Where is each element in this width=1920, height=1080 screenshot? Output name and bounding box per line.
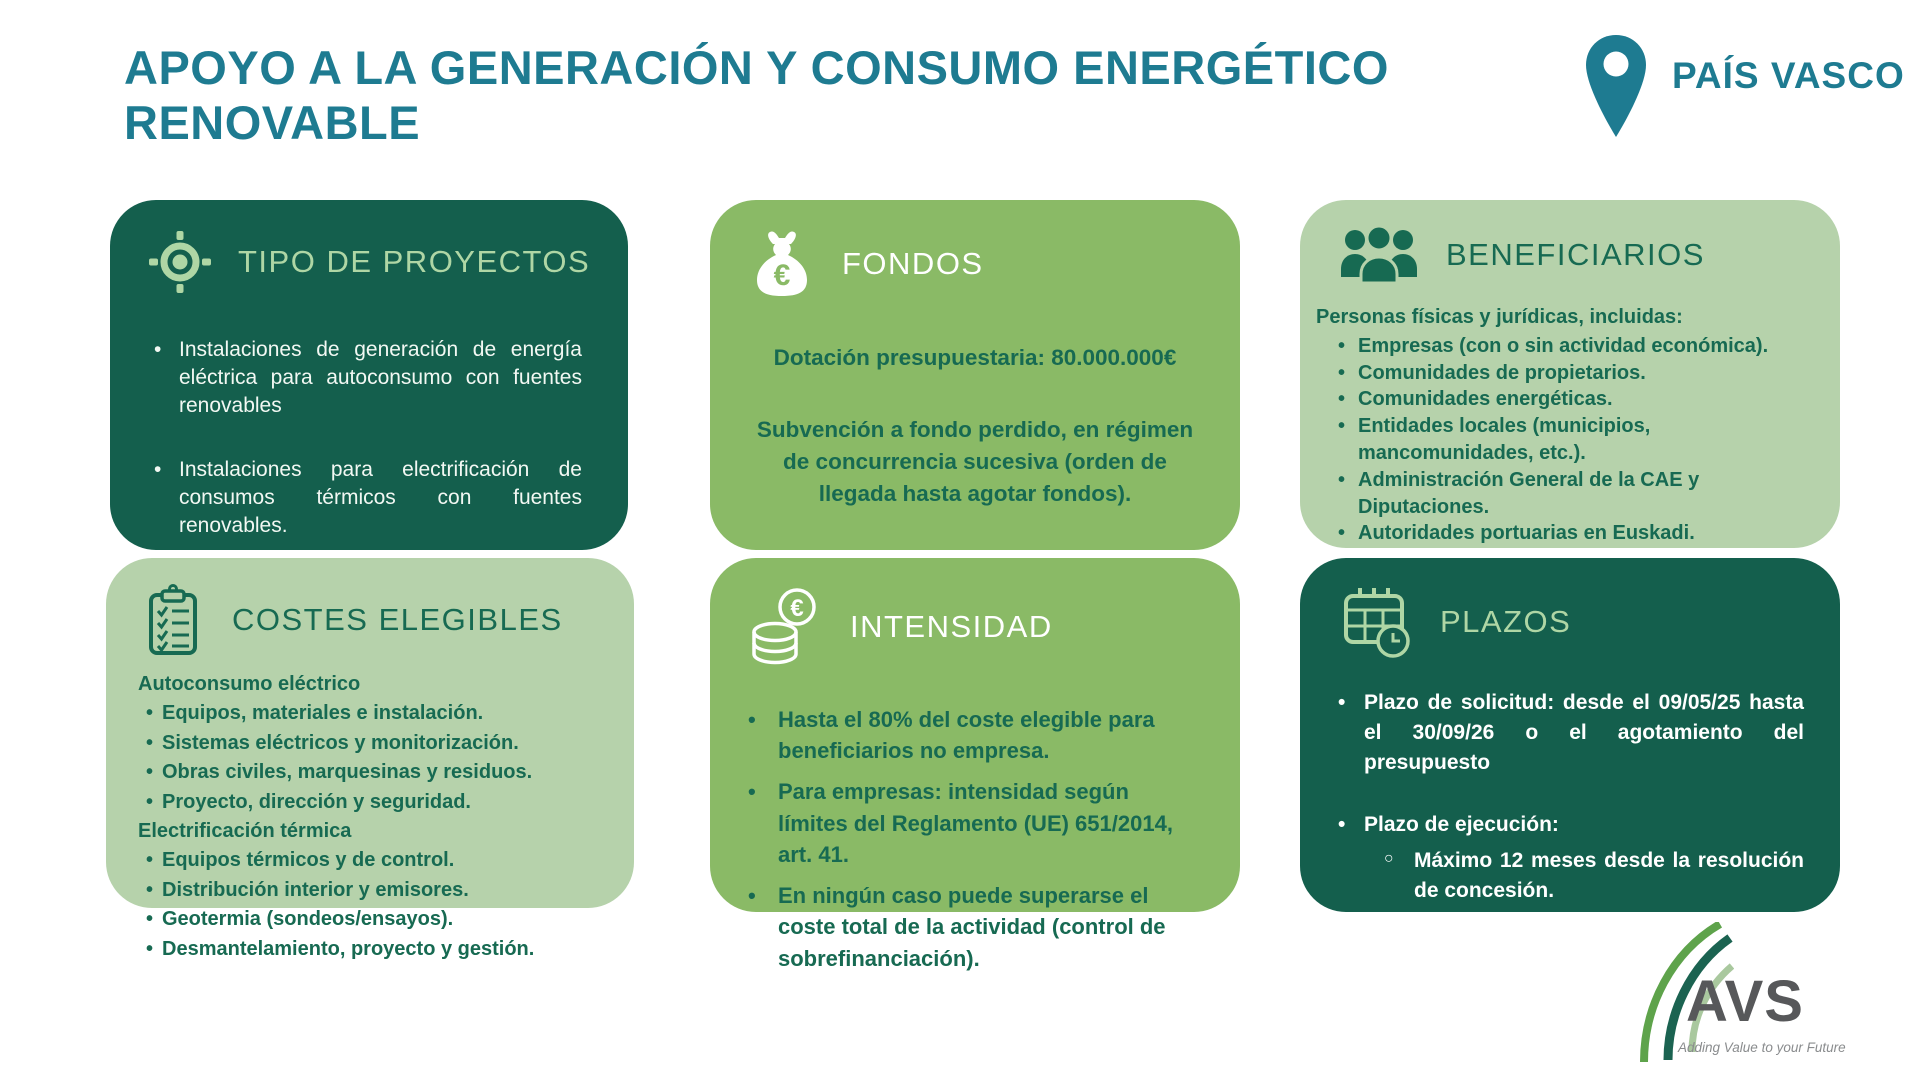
card-title: PLAZOS [1440,604,1572,639]
card-intro: Personas físicas y jurídicas, incluidas: [1316,306,1683,328]
avs-logo [1634,922,1849,1074]
list-item: • Autoridades portuarias en Euskadi. [1328,520,1824,547]
list-item: • En ningún caso puede superarse el coste total de la actividad (control de sobrefinanciación). [748,880,1188,974]
card-bullet-list [710,668,1240,974]
card-plazos [1300,558,1840,965]
card-header [110,200,628,296]
card-header [1300,558,1840,662]
card-fondos [710,200,1240,550]
list-item: ○ Fecha límite absoluta: 30 de diciembre de 2027. [1384,908,1804,968]
card-header [106,558,634,658]
card-title: BENEFICIARIOS [1446,237,1705,272]
list-item: • Plazo de solicitud: desde el 09/05/25 hasta el 30/09/26 o el agotamiento del presupuesto [1338,688,1804,778]
avs-logo-tagline: Adding Value to your Future [1678,1040,1846,1055]
list-item: • Equipos térmicos y de control. [138,846,620,875]
card-body [1300,290,1840,547]
list-item: • Distribución interior y emisores. [138,876,620,905]
calendar-clock-icon [1338,582,1416,662]
location-pin-icon [1584,33,1648,139]
card-title: COSTES ELEGIBLES [232,602,563,637]
card-bullet-list [1316,333,1824,547]
card-title: TIPO DE PROYECTOS [238,244,591,279]
list-item: • Instalaciones para electrificación de consumos térmicos con fuentes renovables. [154,456,582,540]
region-label: PAÍS VASCO [1672,55,1905,96]
card-bullet-list [110,296,628,540]
list-item: • Comunidades energéticas. [1328,386,1824,413]
card-header [710,558,1240,668]
list-item: • Para empresas: intensidad según límites del Reglamento (UE) 651/2014, art. 41. [748,776,1188,870]
region-badge [1584,33,1905,139]
card-header [710,200,1240,300]
paragraph: Subvención a fondo perdido, en régimen de concurrencia sucesiva (orden de llegada hasta agotar fondos). [756,416,1194,506]
list-item: Autoconsumo eléctrico [138,673,361,695]
card-item-list [106,658,634,964]
list-item: Electrificación térmica [138,819,352,842]
list-item: • Hasta el 80% del coste elegible para beneficiarios no empresa. [748,704,1188,766]
list-item: • Obras civiles, marquesinas y residuos. [138,758,620,787]
list-item: ○ Máximo 12 meses desde la resolución de concesión. [1384,846,1804,906]
people-icon [1336,220,1422,290]
list-item: • Proyecto, dirección y seguridad. [138,788,620,817]
list-item: • Equipos, materiales e instalación. [138,699,620,728]
card-title: INTENSIDAD [850,609,1053,644]
list-item: • Plazo de ejecución: [1338,810,1804,840]
avs-logo-text: AVS [1686,969,1804,1034]
coins-icon [746,586,826,668]
clipboard-icon [136,582,208,658]
card-intensidad [710,558,1240,971]
list-item: • Geotermia (sondeos/ensayos). [138,905,620,934]
card-beneficiarios [1300,200,1840,548]
card-costes-elegibles [106,558,634,960]
list-item: • Entidades locales (municipios, mancomunidades, etc.). [1328,413,1824,467]
list-item: • Comunidades de propietarios. [1328,360,1824,387]
list-item: • Empresas (con o sin actividad económica). [1328,333,1824,360]
list-item: • Administración General de la CAE y Diputaciones. [1328,467,1824,521]
list-item: • Instalaciones de generación de energía eléctrica para autoconsumo con fuentes renovables [154,336,582,420]
card-paragraphs [710,300,1240,510]
money-bag-icon [746,228,818,300]
target-icon [146,228,214,296]
svg-text:€: € [773,259,791,292]
card-tipo-de-proyectos [110,200,628,550]
page-title: APOYO A LA GENERACIÓN Y CONSUMO ENERGÉTICO RENOVABLE [124,41,1389,150]
list-item: • Sistemas eléctricos y monitorización. [138,729,620,758]
svg-text:€: € [790,595,804,622]
paragraph: Dotación presupuestaria: 80.000.000€ [773,345,1177,370]
list-item: • Desmantelamiento, proyecto y gestión. [138,935,620,964]
card-header [1300,200,1840,290]
card-title: FONDOS [842,246,984,281]
